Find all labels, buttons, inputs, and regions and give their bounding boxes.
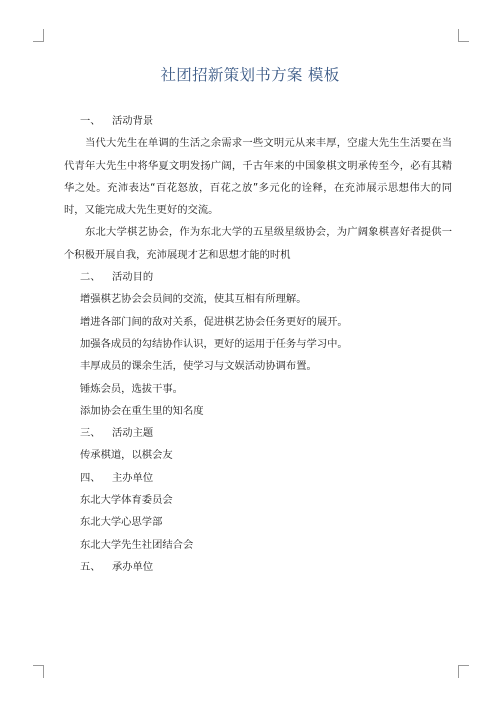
- section-title: 主办单位: [112, 471, 154, 484]
- page-corner-mark-bottom-right: [458, 665, 469, 678]
- section-number: 二、: [80, 271, 101, 284]
- list-item: 东北大学心思学部: [80, 516, 163, 529]
- page-corner-mark-top-right: [458, 29, 469, 42]
- section-number: 四、: [80, 471, 101, 484]
- section-number: 三、: [80, 427, 101, 440]
- document-title: 社团招新策划书方案 模板: [160, 66, 340, 84]
- page-corner-mark-top-left: [33, 29, 44, 42]
- section-title: 活动背景: [112, 115, 154, 127]
- list-item: 东北大学先生社团结合会: [80, 538, 194, 551]
- section-title: 活动目的: [112, 271, 154, 284]
- list-item: 增进各部门间的敌对关系，促进棋艺协会任务更好的展开。: [80, 315, 348, 328]
- section-heading: [64, 110, 452, 132]
- section-number: 五、: [80, 560, 101, 573]
- section-heading: [64, 467, 452, 489]
- list-item: 增强棋艺协会会员间的交流，使其互相有所理解。: [80, 293, 307, 306]
- list-item: 添加协会在重生里的知名度: [80, 404, 204, 417]
- list-item: 加强各成员的勾结协作认识，更好的运用于任务与学习中。: [80, 337, 348, 350]
- page-corner-mark-bottom-left: [33, 665, 44, 678]
- section-title: 活动主题: [112, 427, 154, 440]
- list-item: 东北大学体育委员会: [80, 494, 173, 507]
- section-heading: [64, 422, 452, 444]
- list-item: 锤炼会员，选拔干事。: [80, 382, 183, 395]
- list-item: 传承棋道，以棋会友: [80, 449, 173, 462]
- section-number: 一、: [80, 115, 101, 127]
- section-title: 承办单位: [112, 560, 154, 573]
- section-heading: [64, 266, 452, 288]
- document-body: [64, 110, 452, 578]
- paragraph: 东北大学棋艺协会，作为东北大学的五星级星级协会，为广阔象棋喜好者提供一个积极开展自我，充沛展现才艺和思想才能的时机: [64, 226, 452, 261]
- section-heading: [64, 556, 452, 578]
- list-item: 丰厚成员的课余生活，使学习与文娱活动协调布置。: [80, 360, 317, 373]
- paragraph: 当代大先生在单调的生活之余需求一些文明元从来丰厚，空虚大先生生活要在当代青年大先生中将华夏文明发扬广阔，千古年来的中国象棋文明承传至今，必有其精华之处。充沛表达“百花怒放，百花之放”多元化的诠释，在充沛展示思想伟大的同时，又能完成大先生更好的交流。: [64, 137, 452, 217]
